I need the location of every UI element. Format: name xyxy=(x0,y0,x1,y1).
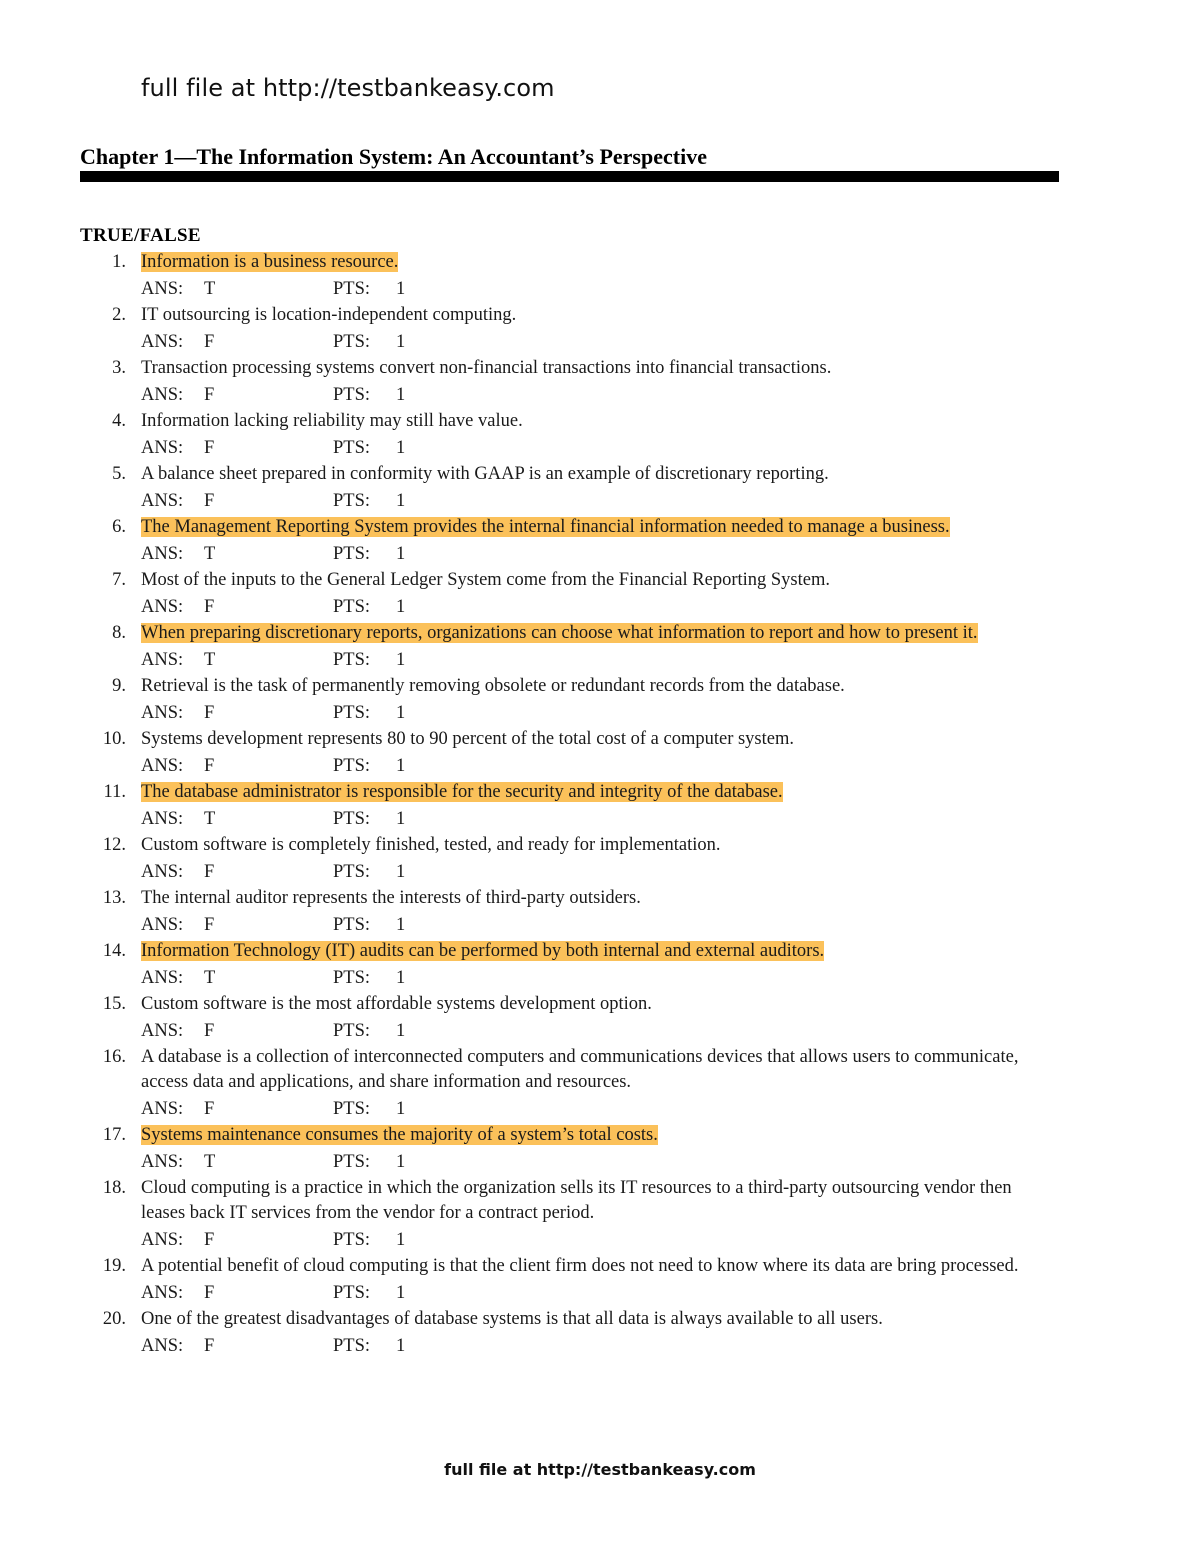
footer-link[interactable]: full file at http://testbankeasy.com xyxy=(444,1460,756,1479)
answer-value: F xyxy=(204,862,215,882)
question-text xyxy=(141,727,1046,752)
points-label: PTS: xyxy=(333,862,371,882)
question-item xyxy=(0,1045,1200,1123)
answer-line xyxy=(141,1279,1200,1307)
answer-line xyxy=(141,1332,1200,1360)
answer-line xyxy=(141,540,1200,568)
answer-value: T xyxy=(204,544,216,564)
question-item xyxy=(0,939,1200,992)
question-text xyxy=(141,409,1046,434)
question-text xyxy=(141,356,1046,381)
answer-label: ANS: xyxy=(141,968,184,988)
question-number: 1. xyxy=(112,252,126,272)
answer-line xyxy=(141,1148,1200,1176)
points-value: 1 xyxy=(396,650,406,670)
question-number: 6. xyxy=(112,517,126,537)
question-number: 3. xyxy=(112,358,126,378)
answer-line xyxy=(141,699,1200,727)
question-text xyxy=(141,1307,1046,1332)
answer-value: T xyxy=(204,279,216,299)
title-rule xyxy=(80,171,1059,182)
question-number: 14. xyxy=(102,941,126,961)
points-label: PTS: xyxy=(333,385,371,405)
points-value: 1 xyxy=(396,438,406,458)
points-value: 1 xyxy=(396,1099,406,1119)
answer-line xyxy=(141,805,1200,833)
question-item xyxy=(0,250,1200,303)
statement: Transaction processing systems convert non-financial transactions into financial transactions. xyxy=(141,358,832,378)
question-number: 16. xyxy=(102,1047,126,1067)
highlighted-statement: The database administrator is responsible for the security and integrity of the database. xyxy=(141,782,783,802)
question-number: 13. xyxy=(102,888,126,908)
points-value: 1 xyxy=(396,862,406,882)
question-number: 9. xyxy=(112,676,126,696)
answer-label: ANS: xyxy=(141,544,184,564)
question-text xyxy=(141,939,1046,964)
question-item xyxy=(0,621,1200,674)
question-item xyxy=(0,568,1200,621)
answer-label: ANS: xyxy=(141,597,184,617)
answer-label: ANS: xyxy=(141,332,184,352)
answer-value: F xyxy=(204,915,215,935)
question-number: 18. xyxy=(102,1178,126,1198)
points-value: 1 xyxy=(396,703,406,723)
points-value: 1 xyxy=(396,1152,406,1172)
answer-line xyxy=(141,1226,1200,1254)
statement: Information lacking reliability may still have value. xyxy=(141,411,523,431)
answer-line xyxy=(141,487,1200,515)
answer-line xyxy=(141,858,1200,886)
statement: The internal auditor represents the interests of third-party outsiders. xyxy=(141,888,641,908)
points-label: PTS: xyxy=(333,968,371,988)
answer-line xyxy=(141,752,1200,780)
answer-label: ANS: xyxy=(141,703,184,723)
question-text xyxy=(141,568,1046,593)
answer-value: F xyxy=(204,1336,215,1356)
answer-value: F xyxy=(204,385,215,405)
answer-value: T xyxy=(204,809,216,829)
highlighted-statement: Information is a business resource. xyxy=(141,252,399,272)
answer-line xyxy=(141,593,1200,621)
statement: One of the greatest disadvantages of database systems is that all data is always available to all users. xyxy=(141,1309,883,1329)
answer-line xyxy=(141,275,1200,303)
points-value: 1 xyxy=(396,385,406,405)
answer-line xyxy=(141,964,1200,992)
question-text xyxy=(141,1254,1046,1279)
statement: Retrieval is the task of permanently removing obsolete or redundant records from the database. xyxy=(141,676,845,696)
question-number: 12. xyxy=(102,835,126,855)
answer-label: ANS: xyxy=(141,1230,184,1250)
question-item xyxy=(0,780,1200,833)
answer-line xyxy=(141,381,1200,409)
points-value: 1 xyxy=(396,279,406,299)
answer-value: T xyxy=(204,650,216,670)
points-label: PTS: xyxy=(333,756,371,776)
question-number: 11. xyxy=(103,782,126,802)
statement: Cloud computing is a practice in which the organization sells its IT resources to a third-party outsourcing vendor then leases back IT services from the vendor for a contract period. xyxy=(141,1178,1012,1223)
points-label: PTS: xyxy=(333,279,371,299)
answer-value: F xyxy=(204,1099,215,1119)
answer-value: T xyxy=(204,1152,216,1172)
points-label: PTS: xyxy=(333,1099,371,1119)
header-link[interactable]: full file at http://testbankeasy.com xyxy=(141,74,555,102)
question-number: 2. xyxy=(112,305,126,325)
question-text xyxy=(141,621,1046,646)
question-item xyxy=(0,303,1200,356)
answer-label: ANS: xyxy=(141,491,184,511)
answer-label: ANS: xyxy=(141,915,184,935)
highlighted-statement: Systems maintenance consumes the majority of a system’s total costs. xyxy=(141,1125,658,1145)
answer-value: F xyxy=(204,438,215,458)
points-value: 1 xyxy=(396,968,406,988)
answer-label: ANS: xyxy=(141,650,184,670)
question-item xyxy=(0,992,1200,1045)
question-text xyxy=(141,1123,1046,1148)
answer-label: ANS: xyxy=(141,862,184,882)
statement: Most of the inputs to the General Ledger System come from the Financial Reporting System. xyxy=(141,570,830,590)
answer-value: F xyxy=(204,703,215,723)
question-number: 20. xyxy=(102,1309,126,1329)
question-text xyxy=(141,462,1046,487)
question-item xyxy=(0,833,1200,886)
points-label: PTS: xyxy=(333,1336,371,1356)
points-value: 1 xyxy=(396,809,406,829)
points-label: PTS: xyxy=(333,597,371,617)
points-label: PTS: xyxy=(333,438,371,458)
answer-label: ANS: xyxy=(141,385,184,405)
statement: A database is a collection of interconnected computers and communications devices that allows users to communicate, access data and applications, and share information and resources. xyxy=(141,1047,1019,1092)
question-text xyxy=(141,886,1046,911)
points-label: PTS: xyxy=(333,1230,371,1250)
answer-label: ANS: xyxy=(141,1283,184,1303)
question-item xyxy=(0,674,1200,727)
points-value: 1 xyxy=(396,1283,406,1303)
question-number: 4. xyxy=(112,411,126,431)
question-text xyxy=(141,992,1046,1017)
points-label: PTS: xyxy=(333,809,371,829)
answer-value: F xyxy=(204,597,215,617)
answer-label: ANS: xyxy=(141,756,184,776)
highlighted-statement: Information Technology (IT) audits can be performed by both internal and external auditors. xyxy=(141,941,825,961)
answer-value: F xyxy=(204,756,215,776)
question-number: 15. xyxy=(102,994,126,1014)
points-value: 1 xyxy=(396,491,406,511)
statement: Custom software is completely finished, tested, and ready for implementation. xyxy=(141,835,721,855)
answer-value: F xyxy=(204,1230,215,1250)
question-text xyxy=(141,1045,1046,1095)
points-value: 1 xyxy=(396,332,406,352)
points-value: 1 xyxy=(396,1230,406,1250)
question-item xyxy=(0,1176,1200,1254)
answer-line xyxy=(141,646,1200,674)
points-label: PTS: xyxy=(333,491,371,511)
question-item xyxy=(0,409,1200,462)
question-text xyxy=(141,1176,1046,1226)
answer-value: F xyxy=(204,1283,215,1303)
statement: A potential benefit of cloud computing is that the client firm does not need to know where its data are bring processed. xyxy=(141,1256,1019,1276)
statement: IT outsourcing is location-independent computing. xyxy=(141,305,517,325)
answer-label: ANS: xyxy=(141,1152,184,1172)
question-text xyxy=(141,674,1046,699)
answer-line xyxy=(141,328,1200,356)
highlighted-statement: When preparing discretionary reports, organizations can choose what information to report and how to present it. xyxy=(141,623,978,643)
points-label: PTS: xyxy=(333,1152,371,1172)
question-number: 19. xyxy=(102,1256,126,1276)
question-number: 5. xyxy=(112,464,126,484)
answer-value: F xyxy=(204,1021,215,1041)
question-item xyxy=(0,1254,1200,1307)
answer-line xyxy=(141,1017,1200,1045)
question-item xyxy=(0,462,1200,515)
question-item xyxy=(0,727,1200,780)
points-label: PTS: xyxy=(333,544,371,564)
answer-line xyxy=(141,434,1200,462)
answer-line xyxy=(141,1095,1200,1123)
highlighted-statement: The Management Reporting System provides the internal financial information needed to manage a business. xyxy=(141,517,950,537)
question-item xyxy=(0,1123,1200,1176)
question-text xyxy=(141,303,1046,328)
question-text xyxy=(141,250,1046,275)
question-number: 7. xyxy=(112,570,126,590)
points-value: 1 xyxy=(396,915,406,935)
question-item xyxy=(0,356,1200,409)
statement: Systems development represents 80 to 90 percent of the total cost of a computer system. xyxy=(141,729,794,749)
points-label: PTS: xyxy=(333,332,371,352)
section-heading: TRUE/FALSE xyxy=(80,225,201,246)
answer-label: ANS: xyxy=(141,279,184,299)
answer-value: T xyxy=(204,968,216,988)
question-item xyxy=(0,886,1200,939)
points-value: 1 xyxy=(396,544,406,564)
answer-label: ANS: xyxy=(141,438,184,458)
points-value: 1 xyxy=(396,1336,406,1356)
answer-label: ANS: xyxy=(141,1021,184,1041)
points-value: 1 xyxy=(396,1021,406,1041)
statement: Custom software is the most affordable systems development option. xyxy=(141,994,652,1014)
question-number: 10. xyxy=(102,729,126,749)
question-text xyxy=(141,833,1046,858)
question-list xyxy=(0,250,1200,1360)
points-label: PTS: xyxy=(333,915,371,935)
answer-value: F xyxy=(204,332,215,352)
answer-line xyxy=(141,911,1200,939)
question-text xyxy=(141,515,1046,540)
answer-label: ANS: xyxy=(141,809,184,829)
points-label: PTS: xyxy=(333,1021,371,1041)
question-number: 8. xyxy=(112,623,126,643)
answer-label: ANS: xyxy=(141,1099,184,1119)
points-label: PTS: xyxy=(333,650,371,670)
page-title: Chapter 1—The Information System: An Accountant’s Perspective xyxy=(80,144,707,169)
question-item xyxy=(0,1307,1200,1360)
answer-label: ANS: xyxy=(141,1336,184,1356)
points-value: 1 xyxy=(396,597,406,617)
points-value: 1 xyxy=(396,756,406,776)
question-item xyxy=(0,515,1200,568)
points-label: PTS: xyxy=(333,1283,371,1303)
points-label: PTS: xyxy=(333,703,371,723)
question-number: 17. xyxy=(102,1125,126,1145)
answer-value: F xyxy=(204,491,215,511)
statement: A balance sheet prepared in conformity with GAAP is an example of discretionary reporting. xyxy=(141,464,829,484)
question-text xyxy=(141,780,1046,805)
